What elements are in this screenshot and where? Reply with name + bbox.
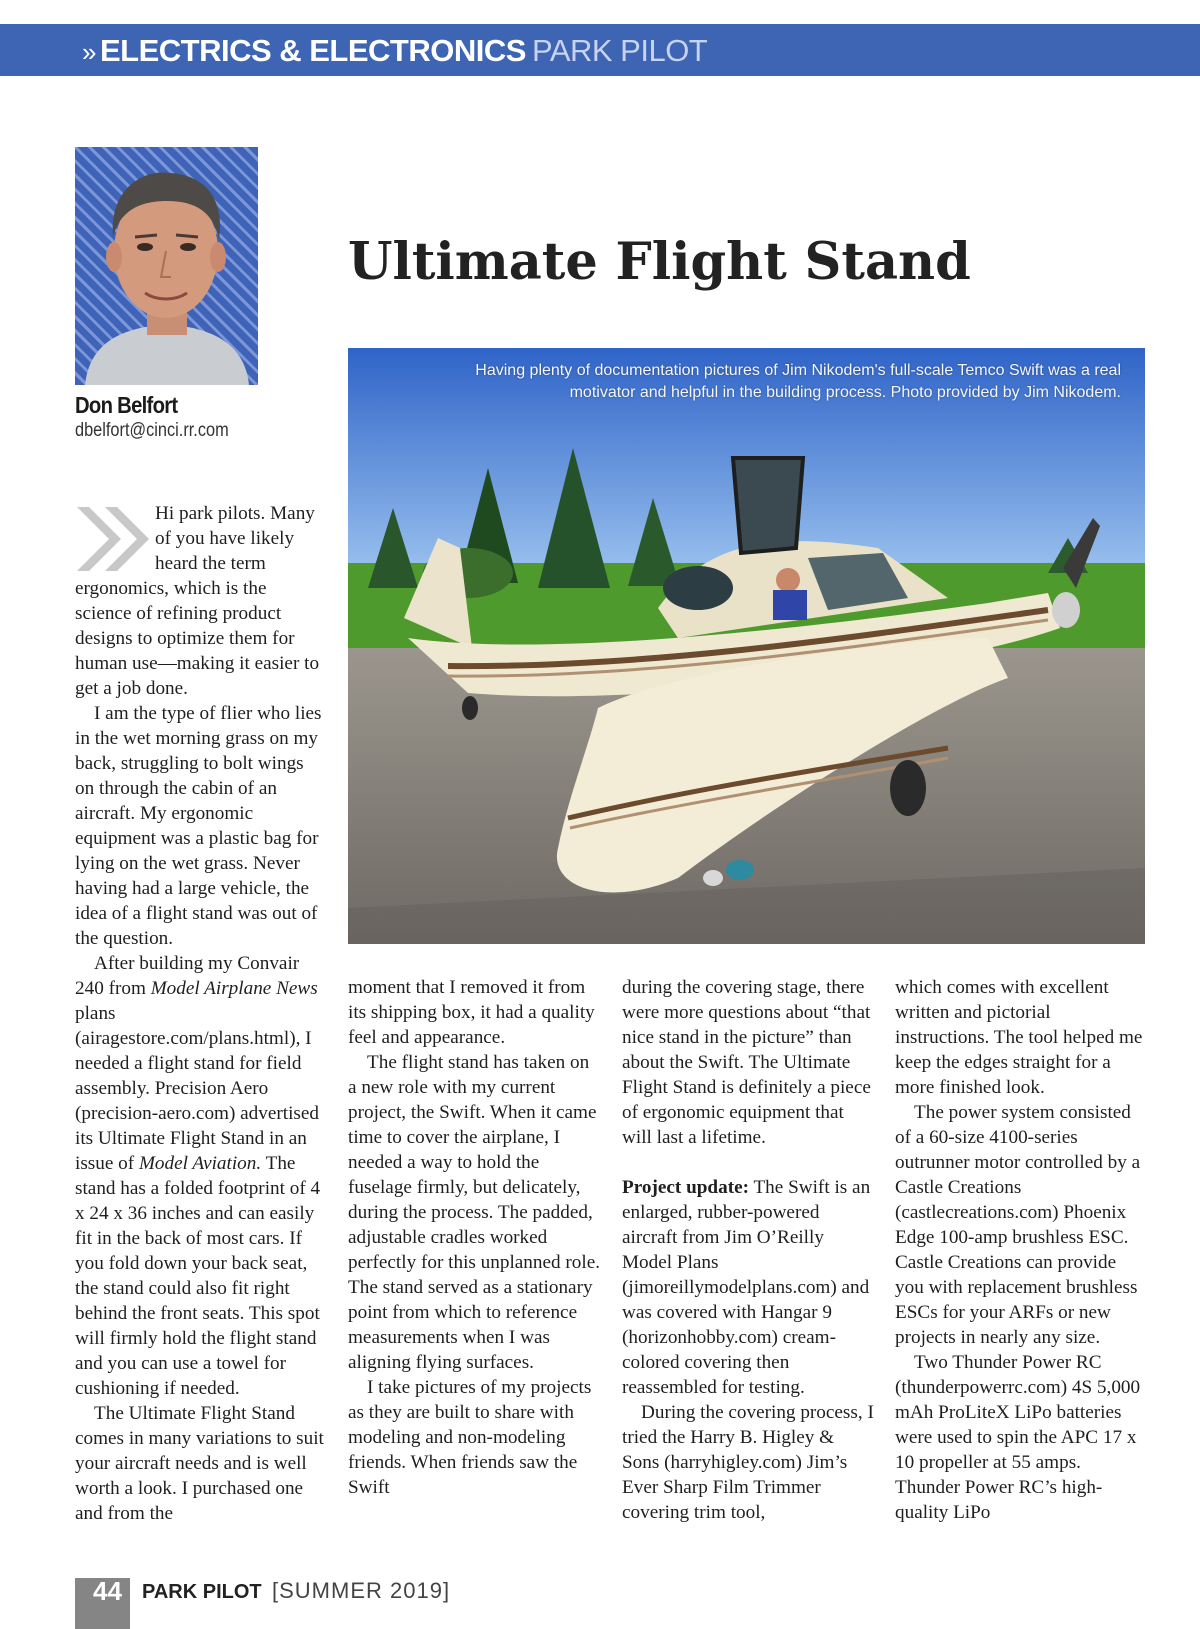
author-email[interactable]: dbelfort@cinci.rr.com	[75, 420, 229, 441]
body-paragraph: The flight stand has taken on a new role with my current project, the Swift. When it came time to cover the airplane, I needed a way to hold the fuselage firmly, but delicately, during the process. The padded, adjustable cradles worked perfectly for this unplanned role. The stand served as a stationary point from which to reference measurements when I was aligning flying surfaces.	[348, 1052, 601, 1373]
body-paragraph: The Ultimate Flight Stand comes in many variations to suit your aircraft needs and is well worth a look. I purchased one and from the	[75, 1403, 324, 1524]
section-header	[82, 31, 707, 71]
section-title: ELECTRICS & ELECTRONICS	[99, 33, 526, 68]
chevron-icon: »	[82, 37, 96, 67]
text-run: The stand has a folded footprint of 4 x 24 x 36 inches and can easily fit in the back of most cars. If you fold down your back seat, the stand could also fit right behind the front seats. This spot will firmly hold the flight stand and you can use a towel for cushioning if needed.	[75, 1153, 321, 1399]
body-paragraph: I am the type of flier who lies in the wet morning grass on my back, struggling to bolt wings on through the cabin of an aircraft. My ergonomic equipment was a plastic bag for lying on the wet grass. Never having had a large vehicle, the idea of a flight stand was out of the question.	[75, 703, 322, 949]
footer-issue-date: [SUMMER 2019]	[272, 1578, 451, 1603]
body-paragraph: moment that I removed it from its shipping box, it had a quality feel and appearance.	[348, 977, 595, 1048]
text-run: plans (airagestore.com/plans.html), I needed a flight stand for field assembly. Precision Aero (precision-aero.com) advertised its Ultimate Flight Stand in an issue of	[75, 1003, 319, 1174]
body-paragraph: The power system consisted of a 60-size 4100-series outrunner motor controlled by a Castle Creations (castlecreations.com) Phoenix Edge 100-amp brushless ESC. Castle Creations can provide you with replacement brushless ESCs for your ARFs or new projects in nearly any size.	[895, 1102, 1141, 1348]
body-paragraph: during the covering stage, there were more questions about “that nice stand in the picture” than about the Swift. The Ultimate Flight Stand is definitely a piece of ergonomic equipment that will last a lifetime.	[622, 977, 871, 1148]
article-column-4	[895, 975, 1147, 1525]
article-column-3	[622, 975, 874, 1525]
body-paragraph	[622, 1175, 874, 1400]
article-photo	[348, 348, 1145, 944]
body-paragraph: Two Thunder Power RC (thunderpowerrc.com) 4S 5,000 mAh ProLiteX LiPo batteries were used to spin the APC 17 x 10 propeller at 55 amps. Thunder Power RC’s high-quality LiPo	[895, 1352, 1141, 1523]
article-column-2	[348, 975, 600, 1500]
article-column-1	[75, 501, 325, 1526]
body-paragraph: which comes with excellent written and pictorial instructions. The tool helped me keep the edges straight for a more finished look.	[895, 977, 1143, 1098]
article-title: Ultimate Flight Stand	[348, 232, 971, 292]
publication-name: Model Airplane News	[150, 978, 318, 999]
body-paragraph	[75, 951, 325, 1401]
photo-caption: Having plenty of documentation pictures of Jim Nikodem's full-scale Temco Swift was a real motivator and helpful in the building process. Photo provided by Jim Nikodem.	[475, 362, 1121, 401]
text-run: After building my Convair 240 from	[75, 953, 300, 999]
footer-magazine-name: PARK PILOT	[142, 1581, 262, 1603]
author-name: Don Belfort	[75, 392, 178, 418]
author-portrait	[75, 147, 258, 385]
double-chevron-dropcap-icon	[75, 503, 151, 575]
text-run: The Swift is an enlarged, rubber-powered aircraft from Jim O’Reilly Model Plans (jimoreillymodelplans.com) and was covered with Hangar 9 (horizonhobby.com) cream-colored covering then reassembled for testing.	[622, 1177, 871, 1398]
project-update-label: Project update:	[622, 1177, 749, 1198]
body-paragraph: During the covering process, I tried the Harry B. Higley & Sons (harryhigley.com) Jim’s Ever Sharp Film Trimmer covering trim tool,	[622, 1402, 874, 1523]
header-magazine-name: PARK PILOT	[531, 33, 708, 68]
body-paragraph: Hi park pilots. Many of you have likely heard the term ergonomics, which is the science of refining product designs to optimize them for human use—making it easier to get a job done.	[75, 503, 320, 699]
page-number: 44	[93, 1576, 122, 1606]
body-paragraph: I take pictures of my projects as they are built to share with modeling and non-modeling friends. When friends saw the Swift	[348, 1377, 592, 1498]
publication-name: Model Aviation.	[138, 1153, 262, 1174]
